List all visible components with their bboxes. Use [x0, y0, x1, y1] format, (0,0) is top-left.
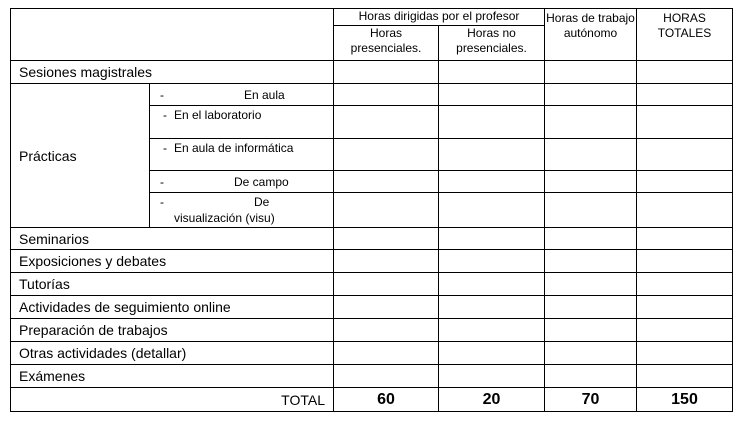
cell: [334, 296, 439, 319]
cell: [334, 342, 439, 365]
practicas-aula: [150, 84, 334, 106]
cell: [637, 106, 733, 139]
list-dash: -: [163, 141, 167, 155]
cell: [545, 193, 637, 228]
cell: [334, 139, 439, 171]
cell: [439, 106, 545, 139]
cell: [545, 106, 637, 139]
header-remote-hours: Horas no presenciales.: [439, 26, 545, 61]
row-seminarios-label: Seminarios: [11, 228, 334, 250]
cell: [637, 342, 733, 365]
cell: [439, 61, 545, 84]
cell: [545, 171, 637, 193]
cell: [545, 228, 637, 250]
row-preparacion-label: Preparación de trabajos: [11, 319, 334, 342]
cell: [439, 84, 545, 106]
practicas-informatica: [150, 139, 334, 171]
cell: [545, 273, 637, 296]
cell: [637, 61, 733, 84]
cell: [334, 84, 439, 106]
total-label: TOTAL: [11, 388, 334, 412]
practicas-campo-label: De campo: [234, 174, 289, 189]
list-dash: -: [160, 195, 164, 209]
cell: [545, 296, 637, 319]
cell: [334, 273, 439, 296]
cell: [637, 139, 733, 171]
row-sesiones-label: Sesiones magistrales: [11, 61, 334, 84]
total-remote: 20: [439, 388, 545, 412]
cell: [439, 171, 545, 193]
cell: [334, 365, 439, 388]
cell: [439, 319, 545, 342]
practicas-visu-label-1: De: [254, 195, 270, 209]
practicas-campo: [150, 171, 334, 193]
row-seguimiento-label: Actividades de seguimiento online: [11, 296, 334, 319]
practicas-aula-label: En aula: [244, 87, 285, 102]
cell: [439, 193, 545, 228]
hours-table: [10, 8, 733, 412]
row-examenes-label: Exámenes: [11, 365, 334, 388]
cell: [439, 273, 545, 296]
cell: [637, 228, 733, 250]
cell: [439, 250, 545, 273]
cell: [439, 296, 545, 319]
total-overall: 150: [637, 388, 733, 412]
cell: [637, 319, 733, 342]
header-autonomous-hours: Horas de trabajo autónomo: [545, 9, 637, 61]
header-in-person-hours: Horas presenciales.: [334, 26, 439, 61]
cell: [545, 319, 637, 342]
cell: [637, 365, 733, 388]
list-dash: -: [160, 174, 164, 189]
cell: [637, 193, 733, 228]
cell: [545, 365, 637, 388]
cell: [637, 296, 733, 319]
cell: [334, 193, 439, 228]
row-practicas-label: Prácticas: [11, 84, 150, 228]
practicas-laboratorio: [150, 106, 334, 139]
cell: [637, 84, 733, 106]
practicas-laboratorio-label: En el laboratorio: [174, 108, 262, 122]
cell: [334, 171, 439, 193]
practicas-informatica-label: En aula de informática: [174, 141, 294, 155]
cell: [545, 342, 637, 365]
cell: [439, 139, 545, 171]
cell: [637, 171, 733, 193]
practicas-visu: [150, 193, 334, 228]
list-dash: -: [160, 87, 164, 102]
row-otras-label: Otras actividades (detallar): [11, 342, 334, 365]
cell: [637, 273, 733, 296]
header-total-hours: HORAS TOTALES: [637, 9, 733, 61]
practicas-visu-label-2: visualización (visu): [174, 211, 275, 225]
list-dash: -: [163, 108, 167, 122]
cell: [334, 106, 439, 139]
header-directed-hours: Horas dirigidas por el profesor: [334, 9, 545, 26]
cell: [334, 250, 439, 273]
header-blank-cell: [11, 9, 334, 61]
row-exposiciones-label: Exposiciones y debates: [11, 250, 334, 273]
cell: [334, 228, 439, 250]
cell: [545, 61, 637, 84]
cell: [545, 139, 637, 171]
cell: [545, 84, 637, 106]
cell: [545, 250, 637, 273]
total-autonomous: 70: [545, 388, 637, 412]
row-tutorias-label: Tutorías: [11, 273, 334, 296]
cell: [439, 365, 545, 388]
cell: [439, 228, 545, 250]
total-in-person: 60: [334, 388, 439, 412]
cell: [439, 342, 545, 365]
cell: [334, 319, 439, 342]
cell: [334, 61, 439, 84]
cell: [637, 250, 733, 273]
